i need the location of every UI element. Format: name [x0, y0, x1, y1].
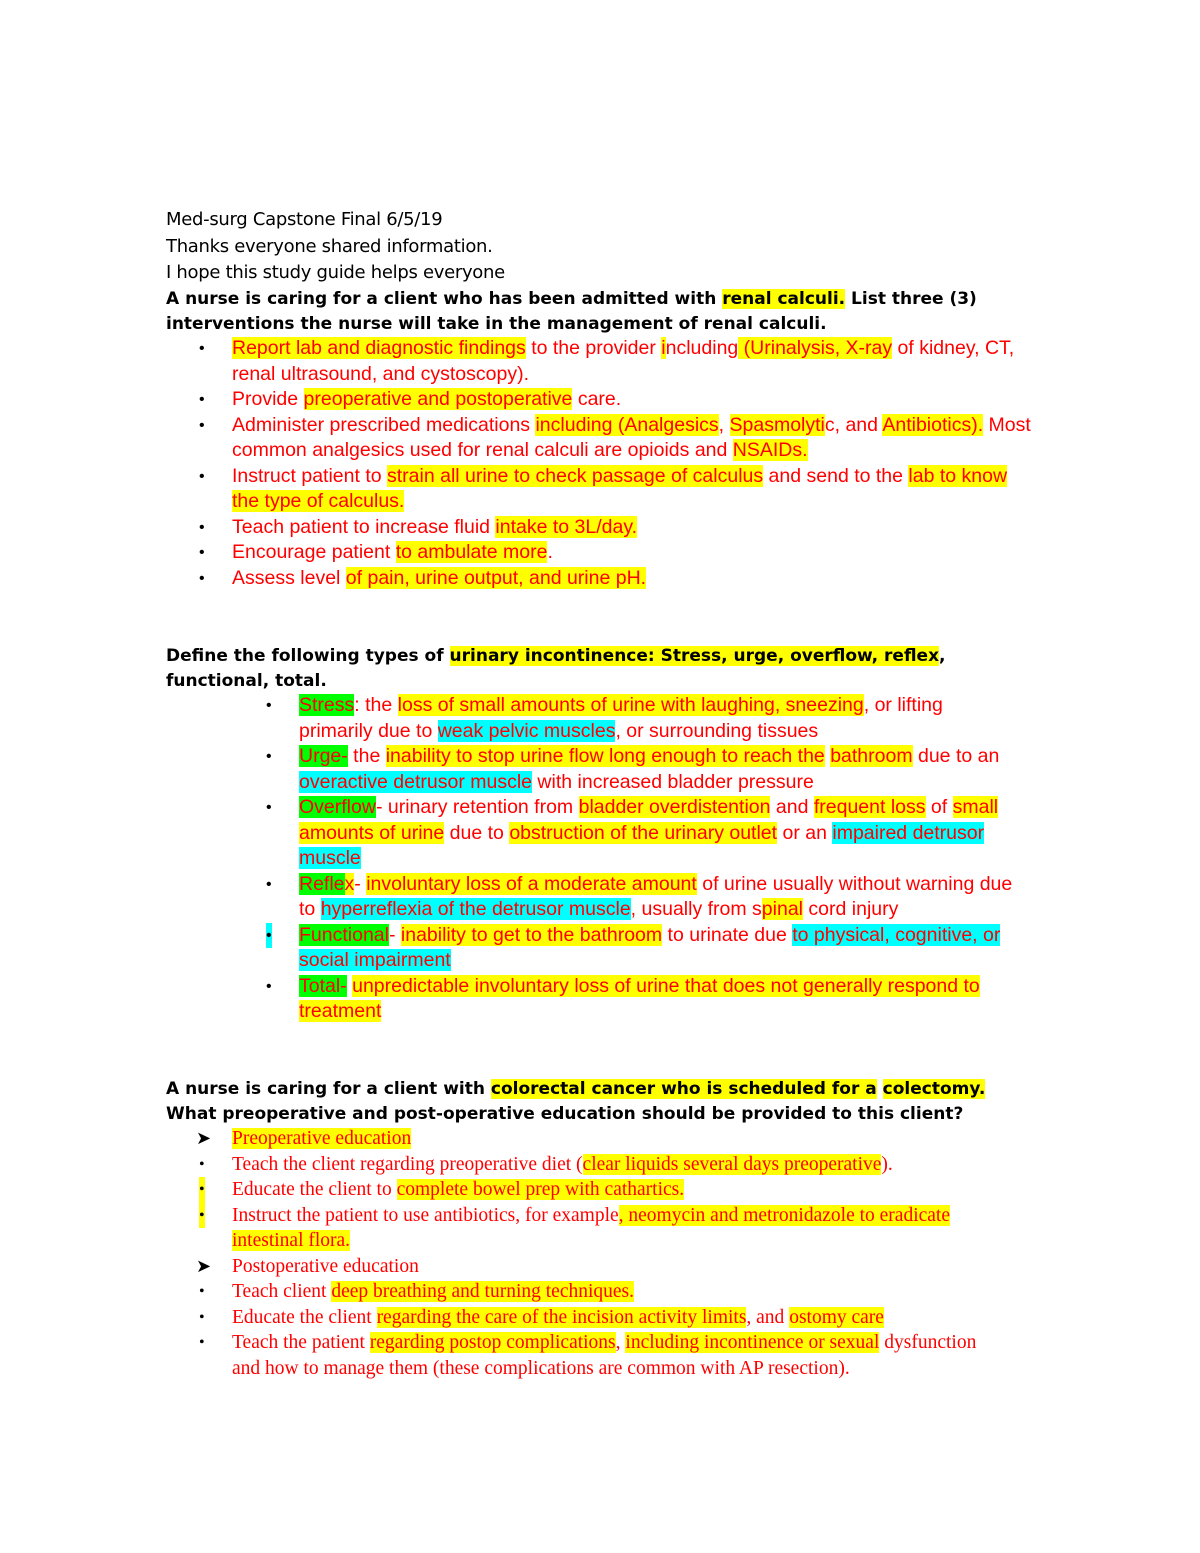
item-text: Instruct the patient to use antibiotics, for example: [232, 1204, 619, 1226]
highlight: intake to 3L/day.: [495, 515, 638, 538]
bullet-icon: •: [266, 697, 272, 714]
item-text: ncluding: [665, 337, 739, 359]
bullet-icon: •: [199, 1203, 205, 1229]
term-highlight: Urge-: [299, 745, 348, 767]
item-text: , or lifting primarily due to: [299, 694, 943, 742]
incontinence-types-list: [266, 693, 1019, 1025]
item-text: -: [354, 872, 367, 895]
arrow-bullet-icon: ➤: [196, 1255, 212, 1276]
item-text: the: [347, 745, 386, 767]
list-item: [199, 1177, 992, 1203]
highlight: deep breathing and turning techniques.: [331, 1281, 635, 1302]
highlight: involuntary loss of a moderate amount: [366, 872, 697, 895]
question-text: List three (3): [845, 289, 977, 309]
term-highlight: Functional: [299, 923, 389, 946]
item-text: Educate the client: [232, 1306, 377, 1328]
highlight: urinary incontinence: Stress, urge, overflow, reflex: [449, 646, 940, 666]
item-text: to the provider: [525, 337, 662, 359]
item-text: Assess level: [232, 566, 346, 589]
list-item: [199, 566, 1032, 592]
intro-block: [166, 207, 505, 287]
item-text: Teach client: [232, 1281, 332, 1302]
section-renal-calculi: [166, 287, 1032, 591]
highlight: of pain, urine output, and urine pH.: [345, 566, 647, 589]
list-item: [266, 872, 1019, 923]
item-text: : the: [354, 694, 398, 716]
item-text: Teach patient to increase fluid: [232, 515, 496, 538]
item-text: , or surrounding tissues: [615, 719, 819, 742]
highlight: unpredictable involuntary loss of urine that does not generally respond to treatment: [299, 974, 980, 1022]
bullet-icon: •: [266, 875, 272, 893]
bullet-icon: •: [199, 416, 205, 434]
item-text: dysfunction and how to manage them (these complications are common with AP resection).: [232, 1332, 977, 1379]
term-highlight: Total-: [299, 974, 347, 997]
highlight: Antibiotics).: [882, 413, 984, 436]
cyan-highlight: hyperreflexia of the detrusor muscle: [320, 898, 631, 920]
item-text: Teach the client regarding preoperative diet (: [232, 1153, 583, 1175]
question-text: functional, total.: [166, 670, 327, 691]
highlight: NSAIDs.: [732, 439, 808, 461]
bullet-icon: •: [266, 748, 272, 765]
question-1: [166, 287, 1032, 336]
item-text: or an: [777, 821, 833, 844]
section-urinary-incontinence: [166, 644, 1019, 1025]
cyan-highlight: overactive detrusor muscle: [299, 770, 533, 793]
question-2: [166, 644, 1019, 693]
education-list: [196, 1126, 992, 1381]
highlight: Spasmolyti: [729, 413, 825, 436]
item-text: Teach the patient: [232, 1332, 370, 1353]
highlight: colectomy.: [882, 1079, 986, 1099]
list-item: [266, 744, 1019, 795]
list-item: [266, 974, 1019, 1025]
list-item: [266, 923, 1019, 974]
list-item: [199, 464, 1032, 515]
item-text: and: [770, 796, 814, 818]
highlight: strain all urine to check passage of calculus: [387, 464, 764, 487]
section-colectomy: [166, 1077, 992, 1381]
bullet-icon: •: [266, 977, 272, 995]
bullet-icon: •: [199, 518, 205, 536]
item-text: -: [388, 923, 401, 946]
list-item: [199, 1279, 992, 1305]
item-text: Provide: [232, 388, 304, 410]
question-text: A nurse is caring for a client with: [166, 1079, 491, 1099]
item-text: of urine usually without warning due to: [299, 872, 1013, 920]
bullet-icon: •: [199, 467, 205, 485]
highlight: , neomycin and metronidazole to eradicate intestinal flora.: [232, 1204, 950, 1251]
bullet-icon: •: [266, 799, 272, 816]
highlight: bladder overdistention: [578, 796, 771, 818]
bullet-icon: •: [199, 1308, 205, 1326]
cyan-highlight: impaired detrusor muscle: [299, 821, 985, 869]
bullet-icon: •: [199, 1177, 205, 1203]
item-text: of kidney, CT, renal ultrasound, and cystoscopy).: [232, 337, 1015, 385]
list-item: [199, 1203, 992, 1254]
highlight: bathroom: [830, 745, 913, 767]
item-text: and send to the: [763, 464, 909, 487]
question-text: What preoperative and post-operative education should be provided to this client?: [166, 1103, 964, 1124]
list-item: [199, 1330, 992, 1381]
highlight: pinal: [761, 898, 803, 920]
term-highlight: Overflow: [299, 796, 376, 818]
question-text: ,: [939, 646, 946, 666]
highlight: x: [344, 872, 355, 895]
item-text: Administer prescribed medications: [232, 413, 536, 436]
bullet-icon: •: [199, 544, 205, 561]
arrow-bullet-icon: ➤: [196, 1128, 212, 1148]
item-text: .: [547, 541, 553, 563]
highlight: Preoperative education: [232, 1128, 412, 1149]
document-title: Med-surg Capstone Final 6/5/19: [166, 209, 443, 230]
item-text: ).: [881, 1153, 893, 1175]
bullet-icon: •: [199, 391, 205, 408]
question-3: [166, 1077, 992, 1126]
question-text: interventions the nurse will take in the management of renal calculi.: [166, 313, 827, 334]
intro-line-3: I hope this study guide helps everyone: [166, 262, 505, 283]
list-item: [199, 336, 1032, 387]
highlight: renal calculi.: [722, 289, 846, 309]
highlight: loss of small amounts of urine with laughing, sneezing: [397, 694, 864, 716]
highlight: clear liquids several days preoperative: [582, 1153, 882, 1175]
question-text: Define the following types of: [166, 646, 450, 666]
list-heading: [196, 1126, 992, 1152]
list-heading: [196, 1254, 992, 1280]
highlight: regarding postop complications: [369, 1332, 616, 1353]
cyan-highlight: to physical, cognitive, or social impairment: [299, 923, 1001, 971]
item-text: Educate the client to: [232, 1179, 397, 1200]
term-highlight: Stress: [299, 694, 355, 716]
highlight: small amounts of urine: [299, 796, 999, 844]
item-text: ,: [615, 1332, 626, 1353]
cyan-highlight: weak pelvic muscles: [437, 719, 616, 742]
highlight: ostomy care: [789, 1306, 884, 1328]
item-text: - urinary retention from: [375, 796, 579, 818]
highlight: including incontinence or sexual: [625, 1332, 880, 1353]
bullet-icon: •: [199, 1283, 205, 1300]
item-text: due to an: [912, 745, 1000, 767]
item-text: Most common analgesics used for renal calculi are opioids and: [232, 413, 1031, 461]
question-text: [877, 1079, 883, 1099]
highlight: to ambulate more: [395, 541, 548, 563]
interventions-list: [199, 336, 1032, 591]
item-text: Postoperative education: [232, 1255, 419, 1277]
list-item: [199, 413, 1032, 464]
item-text: , usually from s: [630, 898, 762, 920]
highlight: colorectal cancer who is scheduled for a: [490, 1079, 877, 1099]
item-text: ,: [718, 413, 730, 436]
list-item: [199, 540, 1032, 566]
item-text: with increased bladder pressure: [532, 770, 814, 793]
list-item: [199, 387, 1032, 413]
highlight: including (Analgesics: [535, 413, 719, 436]
bullet-icon: •: [199, 1155, 205, 1173]
list-item: [199, 515, 1032, 541]
highlight: i: [661, 337, 666, 359]
list-item: [266, 693, 1019, 744]
highlight: lab to know the type of calculus.: [232, 464, 1008, 512]
question-text: A nurse is caring for a client who has been admitted with: [166, 289, 723, 309]
highlight: preoperative and postoperative: [303, 388, 573, 410]
item-text: c, and: [824, 413, 883, 436]
highlight: obstruction of the urinary outlet: [509, 821, 778, 844]
list-item: [199, 1305, 992, 1331]
highlight: frequent loss: [813, 796, 926, 818]
list-item: [199, 1152, 992, 1178]
item-text: due to: [444, 821, 510, 844]
intro-line-2: Thanks everyone shared information.: [166, 235, 493, 257]
highlight: complete bowel prep with cathartics.: [396, 1179, 685, 1200]
item-text: , and: [746, 1306, 790, 1328]
bullet-icon: •: [266, 923, 272, 949]
item-text: Encourage patient: [232, 541, 396, 563]
highlight: inability to stop urine flow long enough to reach the: [385, 745, 825, 767]
bullet-icon: •: [199, 1334, 205, 1351]
highlight: inability to get to the bathroom: [400, 923, 663, 946]
item-text: Instruct patient to: [232, 464, 388, 487]
highlight: (Urinalysis, X-ray: [738, 337, 893, 359]
bullet-icon: •: [199, 340, 205, 357]
term-highlight: Refle: [299, 872, 345, 895]
highlight: Report lab and diagnostic findings: [232, 337, 526, 359]
item-text: to urinate due: [662, 923, 793, 946]
bullet-icon: •: [199, 569, 205, 587]
list-item: [266, 795, 1019, 872]
highlight: regarding the care of the incision activity limits: [376, 1306, 747, 1328]
item-text: cord injury: [803, 898, 899, 920]
item-text: of: [925, 796, 953, 818]
item-text: care.: [572, 388, 622, 410]
